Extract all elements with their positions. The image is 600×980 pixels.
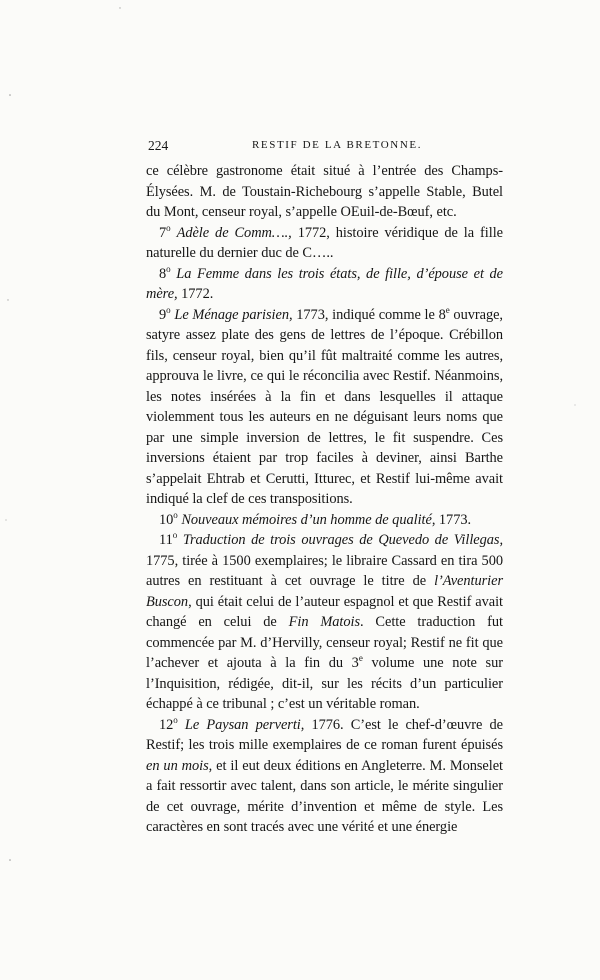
text-run: . Cette traduction fut commencée par M. d’Hervilly, censeur royal; Restif ne fit que l’achever et ajouta à la fin du 3 <box>146 614 503 671</box>
text-run: 1776. C’est le chef-d’œuvre de Restif; les trois mille exemplaires de ce roman furent épuisés <box>146 716 503 753</box>
page-header <box>148 138 508 158</box>
italic-title: Adèle de Comm…., <box>176 224 298 241</box>
text-run: volume une note sur l’Inquisition, rédigée, dit-il, sur les récits d’un particulier échappé à ce tribunal ; c’est un véritable roman. <box>146 655 504 712</box>
text-run: , et il eut deux éditions en Angleterre. M. Monselet a fait ressortir avec talent, dans son article, le mérite singulier de cet ouvrage, mérite d’invention et même de style. Les caractères en sont tracés avec une vérité et une énergie <box>146 757 503 835</box>
text-run: 1772. <box>181 286 214 302</box>
item-number: 9 <box>159 306 167 323</box>
text-run: , qui était celui de l’auteur espagnol et que Restif avait changé en celui de <box>146 593 503 630</box>
italic-title: Le Ménage parisien, <box>174 306 297 323</box>
item-number: 7 <box>159 224 167 241</box>
italic-title: Nouveaux mémoires d’un homme de qualité <box>181 511 432 528</box>
ordinal-mark: o <box>173 509 178 520</box>
italic-title: La Femme dans les trois états, de fille, d’épouse et de mère, <box>146 265 503 302</box>
item-number: 8 <box>159 265 167 282</box>
italic-title: Fin Matois <box>288 614 361 630</box>
bibliography-item <box>146 223 503 264</box>
page-number: 224 <box>148 138 169 153</box>
ordinal-mark: o <box>166 263 171 274</box>
ordinal-mark: o <box>173 714 178 725</box>
italic-title: Traduction de trois ouvrages de Quevedo de Villegas, <box>182 532 503 548</box>
text-run: 1773, indiqué comme le 8 <box>296 306 446 323</box>
bibliography-item <box>146 305 503 510</box>
bibliography-item <box>146 530 503 715</box>
bibliography-item <box>146 264 503 305</box>
text-run: 1775, tirée à 1500 exemplaires; le libraire Cassard en tira 500 autres en restituant à cet ouvrage le titre de <box>146 552 503 589</box>
item-number: 12 <box>159 716 174 733</box>
italic-title: en un mois <box>146 757 209 774</box>
bibliography-item <box>146 510 503 531</box>
italic-title: l’Aventurier Buscon <box>146 573 503 610</box>
ordinal-mark: o <box>172 530 178 541</box>
italic-title: Le Paysan perverti, <box>184 716 312 733</box>
running-title: RESTIF DE LA BRETONNE. <box>252 139 423 151</box>
paragraph-continuation <box>146 161 503 223</box>
ordinal-mark: o <box>166 222 171 233</box>
body-text <box>146 161 503 838</box>
ordinal-mark: o <box>166 304 171 315</box>
superscript: e <box>445 304 450 315</box>
text-run: , 1773. <box>431 511 472 528</box>
text-run: 1772, histoire véridique de la fille naturelle du dernier duc de C….. <box>146 224 503 261</box>
text-run: ouvrage, satyre assez plate des gens de lettres de l’époque. Crébillon fils, censeur royal, bien qu’il fût maltraité comme les autres, approuva le livre, ce qui le réconcilia avec Restif. Néanmoins, les notes insérées à la fin et dans lesquelles il attaque violemment tous les auteurs en ne déguisant leurs noms que par une simple inversion de lettres, le fit suspendre. Ces inversions étaient par trop faciles à deviner, ainsi Barthe s’appelait Ehtrab et Cerutti, Itturec, et Restif lui-même avait indiqué la clef de ces transpositions. <box>146 306 503 507</box>
item-number: 11 <box>159 532 173 548</box>
item-number: 10 <box>159 511 174 528</box>
text-run: ce célèbre gastronome était situé à l’entrée des Champs-Élysées. M. de Toustain-Richebourg s’appelle Stable, Butel du Mont, censeur royal, s’appelle OEuil-de-Bœuf, etc. <box>146 163 503 220</box>
bibliography-item <box>146 715 503 838</box>
superscript: e <box>358 653 363 664</box>
